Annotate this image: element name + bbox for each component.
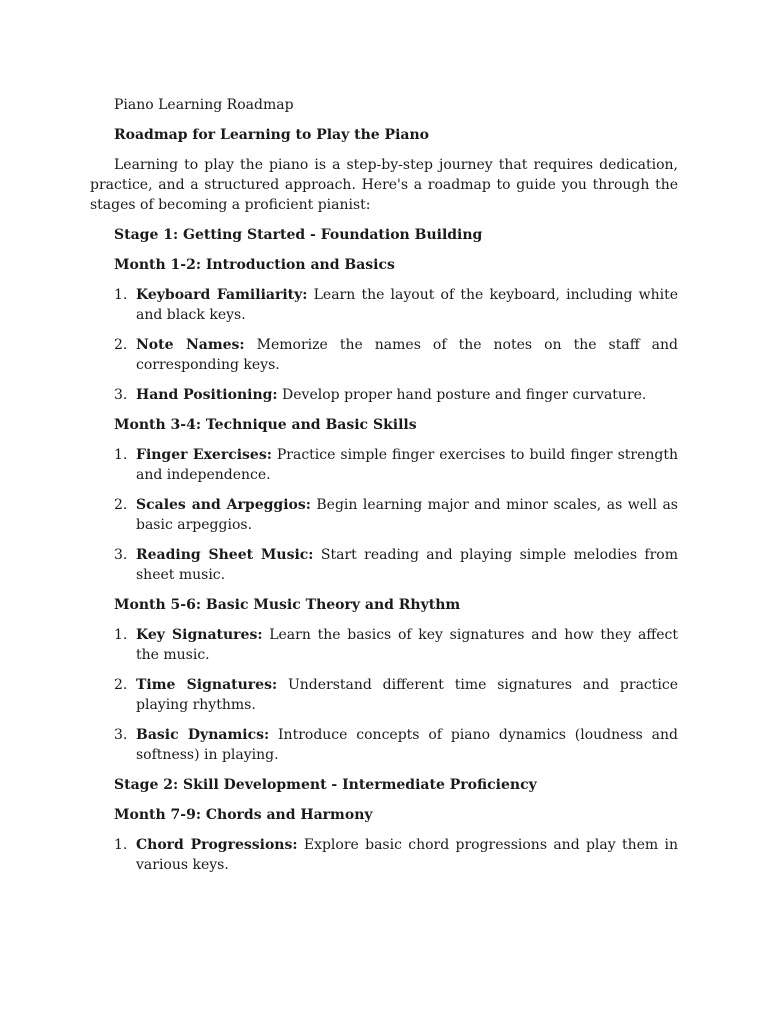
list-text: Memorize the names of the notes on the staff and corresponding keys. bbox=[136, 337, 678, 373]
list-item bbox=[90, 835, 678, 875]
month-5-6-title: Month 5-6: Basic Music Theory and Rhythm bbox=[114, 597, 461, 613]
list-text: Learn the layout of the keyboard, including white and black keys. bbox=[136, 287, 678, 323]
list-number: 1. bbox=[114, 447, 128, 463]
list-text: Explore basic chord progressions and play them in various keys. bbox=[136, 837, 678, 873]
list-term: Basic Dynamics: bbox=[136, 727, 270, 743]
list-term: Hand Positioning: bbox=[136, 387, 278, 403]
month-7-9-title: Month 7-9: Chords and Harmony bbox=[114, 807, 373, 823]
list-number: 2. bbox=[114, 497, 128, 513]
document-heading: Roadmap for Learning to Play the Piano bbox=[114, 127, 429, 143]
list-number: 2. bbox=[114, 677, 128, 693]
month-3-4-title: Month 3-4: Technique and Basic Skills bbox=[114, 417, 417, 433]
list-term: Key Signatures: bbox=[136, 627, 263, 643]
month-3-4-list bbox=[90, 445, 678, 585]
list-item bbox=[90, 545, 678, 585]
list-term: Time Signatures: bbox=[136, 677, 278, 693]
document-title: Piano Learning Roadmap bbox=[114, 97, 294, 113]
intro-paragraph: Learning to play the piano is a step-by-step journey that requires dedication, practice, and a structured approach. Here's a roadmap to guide you through the stages of becoming a proficient pianist: bbox=[90, 157, 678, 213]
list-term: Chord Progressions: bbox=[136, 837, 298, 853]
list-text: Develop proper hand posture and finger curvature. bbox=[277, 387, 647, 403]
list-text: Introduce concepts of piano dynamics (loudness and softness) in playing. bbox=[136, 727, 678, 763]
list-term: Finger Exercises: bbox=[136, 447, 272, 463]
stage-2-title: Stage 2: Skill Development - Intermediate Proficiency bbox=[114, 777, 537, 793]
list-text: Understand different time signatures and practice playing rhythms. bbox=[136, 677, 678, 713]
list-number: 3. bbox=[114, 727, 128, 743]
list-item bbox=[90, 625, 678, 665]
month-1-2-title: Month 1-2: Introduction and Basics bbox=[114, 257, 395, 273]
list-number: 3. bbox=[114, 387, 128, 403]
list-item bbox=[90, 335, 678, 375]
list-number: 2. bbox=[114, 337, 128, 353]
list-item bbox=[90, 445, 678, 485]
list-item bbox=[90, 285, 678, 325]
month-1-2-list bbox=[90, 285, 678, 405]
list-item bbox=[90, 725, 678, 765]
stage-1-title: Stage 1: Getting Started - Foundation Building bbox=[114, 227, 483, 243]
list-text: Begin learning major and minor scales, as well as basic arpeggios. bbox=[136, 497, 678, 533]
list-number: 1. bbox=[114, 287, 128, 303]
list-term: Scales and Arpeggios: bbox=[136, 497, 311, 513]
list-text: Start reading and playing simple melodies from sheet music. bbox=[136, 547, 679, 583]
list-text: Learn the basics of key signatures and how they affect the music. bbox=[136, 627, 678, 663]
list-term: Note Names: bbox=[136, 337, 245, 353]
list-number: 1. bbox=[114, 837, 128, 853]
document-page bbox=[90, 95, 678, 885]
list-item bbox=[90, 385, 678, 405]
month-5-6-list bbox=[90, 625, 678, 765]
list-number: 1. bbox=[114, 627, 128, 643]
list-text: Practice simple finger exercises to build finger strength and independence. bbox=[136, 447, 678, 483]
month-7-9-list bbox=[90, 835, 678, 875]
list-number: 3. bbox=[114, 547, 128, 563]
list-term: Reading Sheet Music: bbox=[136, 547, 314, 563]
list-item bbox=[90, 675, 678, 715]
list-term: Keyboard Familiarity: bbox=[136, 287, 308, 303]
list-item bbox=[90, 495, 678, 535]
